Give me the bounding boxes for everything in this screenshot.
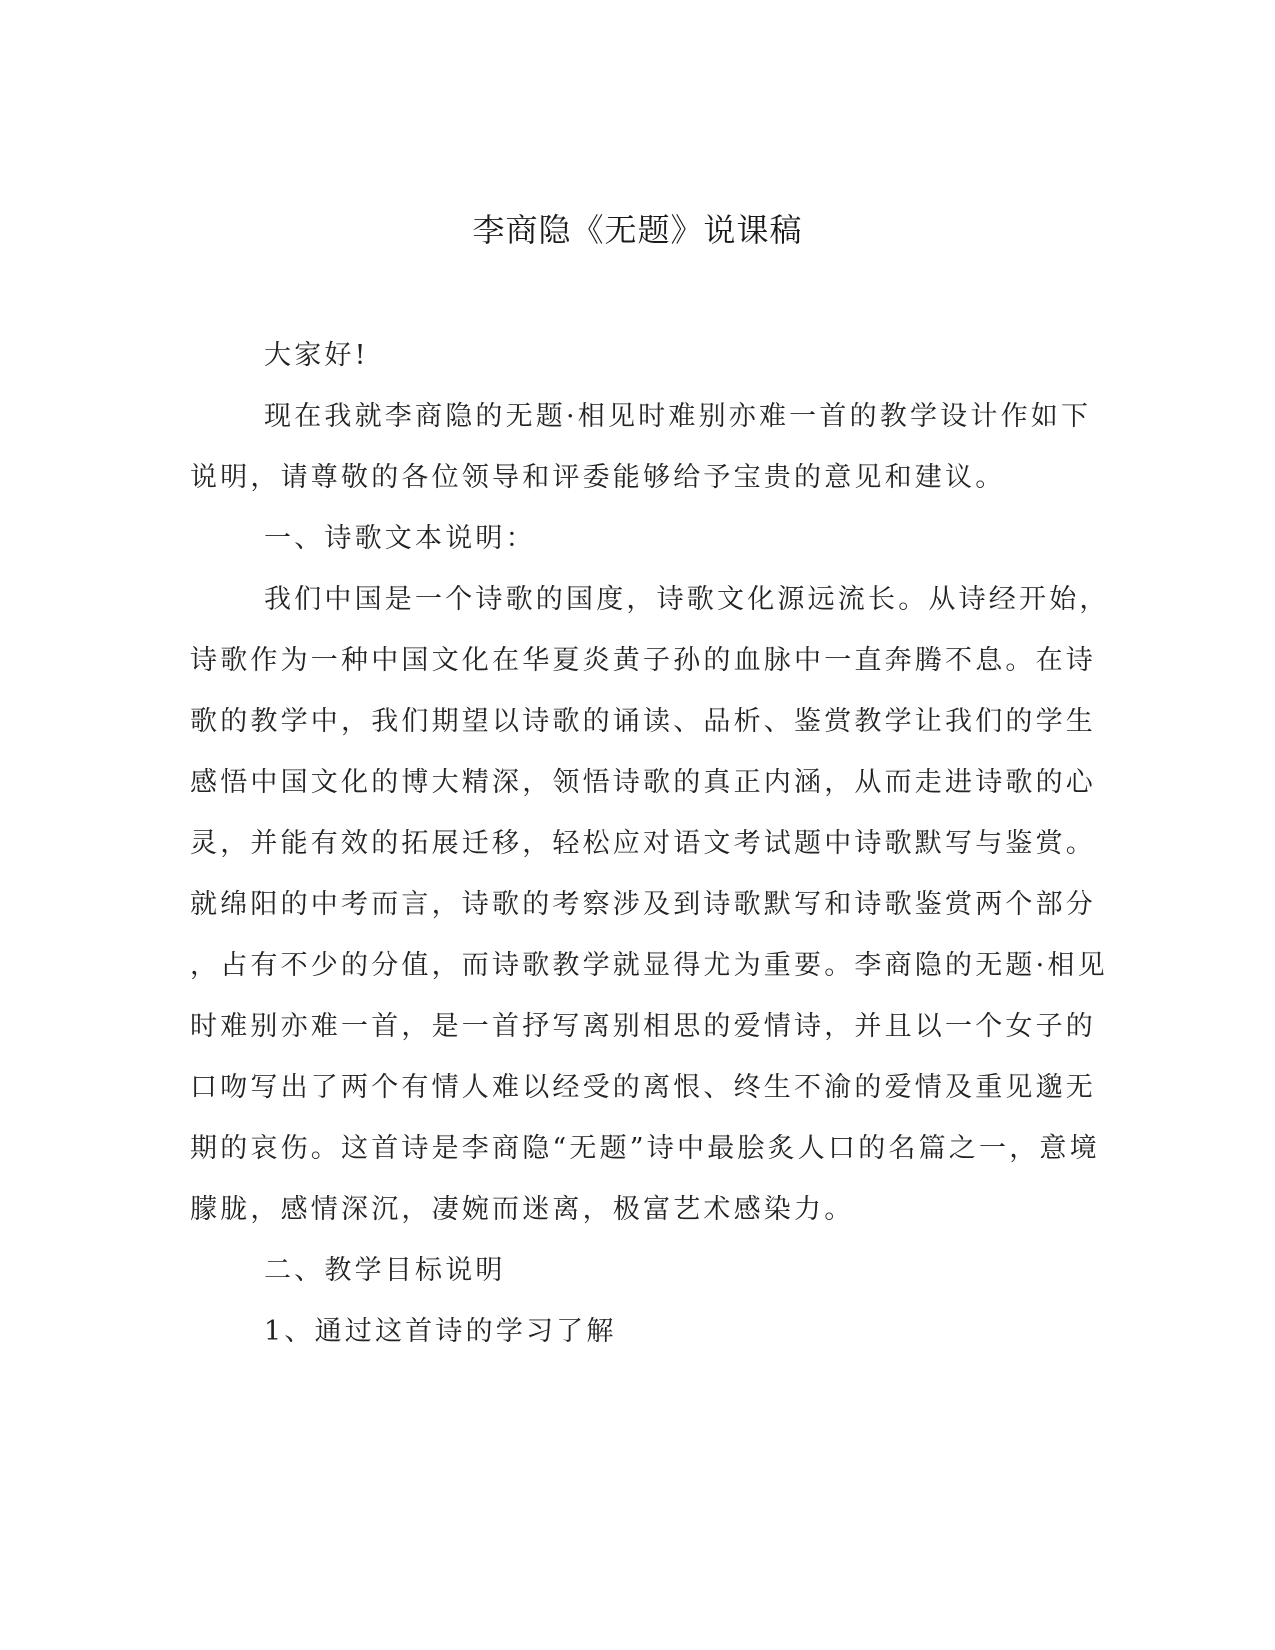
text-line: 我们中国是一个诗歌的国度，诗歌文化源远流长。从诗经开始， (264, 584, 1110, 615)
text-line: 二、教学目标说明 (264, 1255, 506, 1286)
text-line: 朦胧，感情深沉，凄婉而迷离，极富艺术感染力。 (190, 1194, 855, 1225)
text-line: 1、通过这首诗的学习了解 (264, 1316, 617, 1347)
paragraph-goal-1 (190, 1301, 1070, 1362)
text-line: 期的哀伤。这首诗是李商隐“无题”诗中最脍炙人口的名篇之一，意境 (190, 1133, 1100, 1164)
text-line: 一、诗歌文本说明： (264, 523, 536, 554)
text-line: 现在我就李商隐的无题·相见时难别亦难一首的教学设计作如下 (264, 401, 1092, 432)
document-title: 李商隐《无题》说课稿 (472, 211, 803, 249)
paragraph-section-1 (190, 569, 1110, 1240)
text-line: 大家好! (264, 340, 369, 371)
text-line: 就绵阳的中考而言，诗歌的考察涉及到诗歌默写和诗歌鉴赏两个部分 (190, 889, 1096, 920)
text-line: 诗歌作为一种中国文化在华夏炎黄子孙的血脉中一直奔腾不息。在诗 (190, 645, 1096, 676)
paragraph-intro (190, 386, 1092, 508)
paragraph-greeting (190, 325, 1070, 386)
text-line: ，占有不少的分值，而诗歌教学就显得尤为重要。李商隐的无题·相见 (190, 950, 1108, 981)
text-line: 口吻写出了两个有情人难以经受的离恨、终生不渝的爱情及重见邈无 (190, 1072, 1096, 1103)
text-line: 说明，请尊敬的各位领导和评委能够给予宝贵的意见和建议。 (190, 462, 1006, 493)
text-line: 时难别亦难一首，是一首抒写离别相思的爱情诗，并且以一个女子的 (190, 1011, 1096, 1042)
text-line: 灵，并能有效的拓展迁移，轻松应对语文考试题中诗歌默写与鉴赏。 (190, 828, 1096, 859)
section-heading-2 (190, 1240, 1070, 1301)
section-heading-1 (190, 508, 1070, 569)
text-line: 感悟中国文化的博大精深，领悟诗歌的真正内涵，从而走进诗歌的心 (190, 767, 1096, 798)
document-body (190, 325, 1110, 1362)
text-line: 歌的教学中，我们期望以诗歌的诵读、品析、鉴赏教学让我们的学生 (190, 706, 1096, 737)
